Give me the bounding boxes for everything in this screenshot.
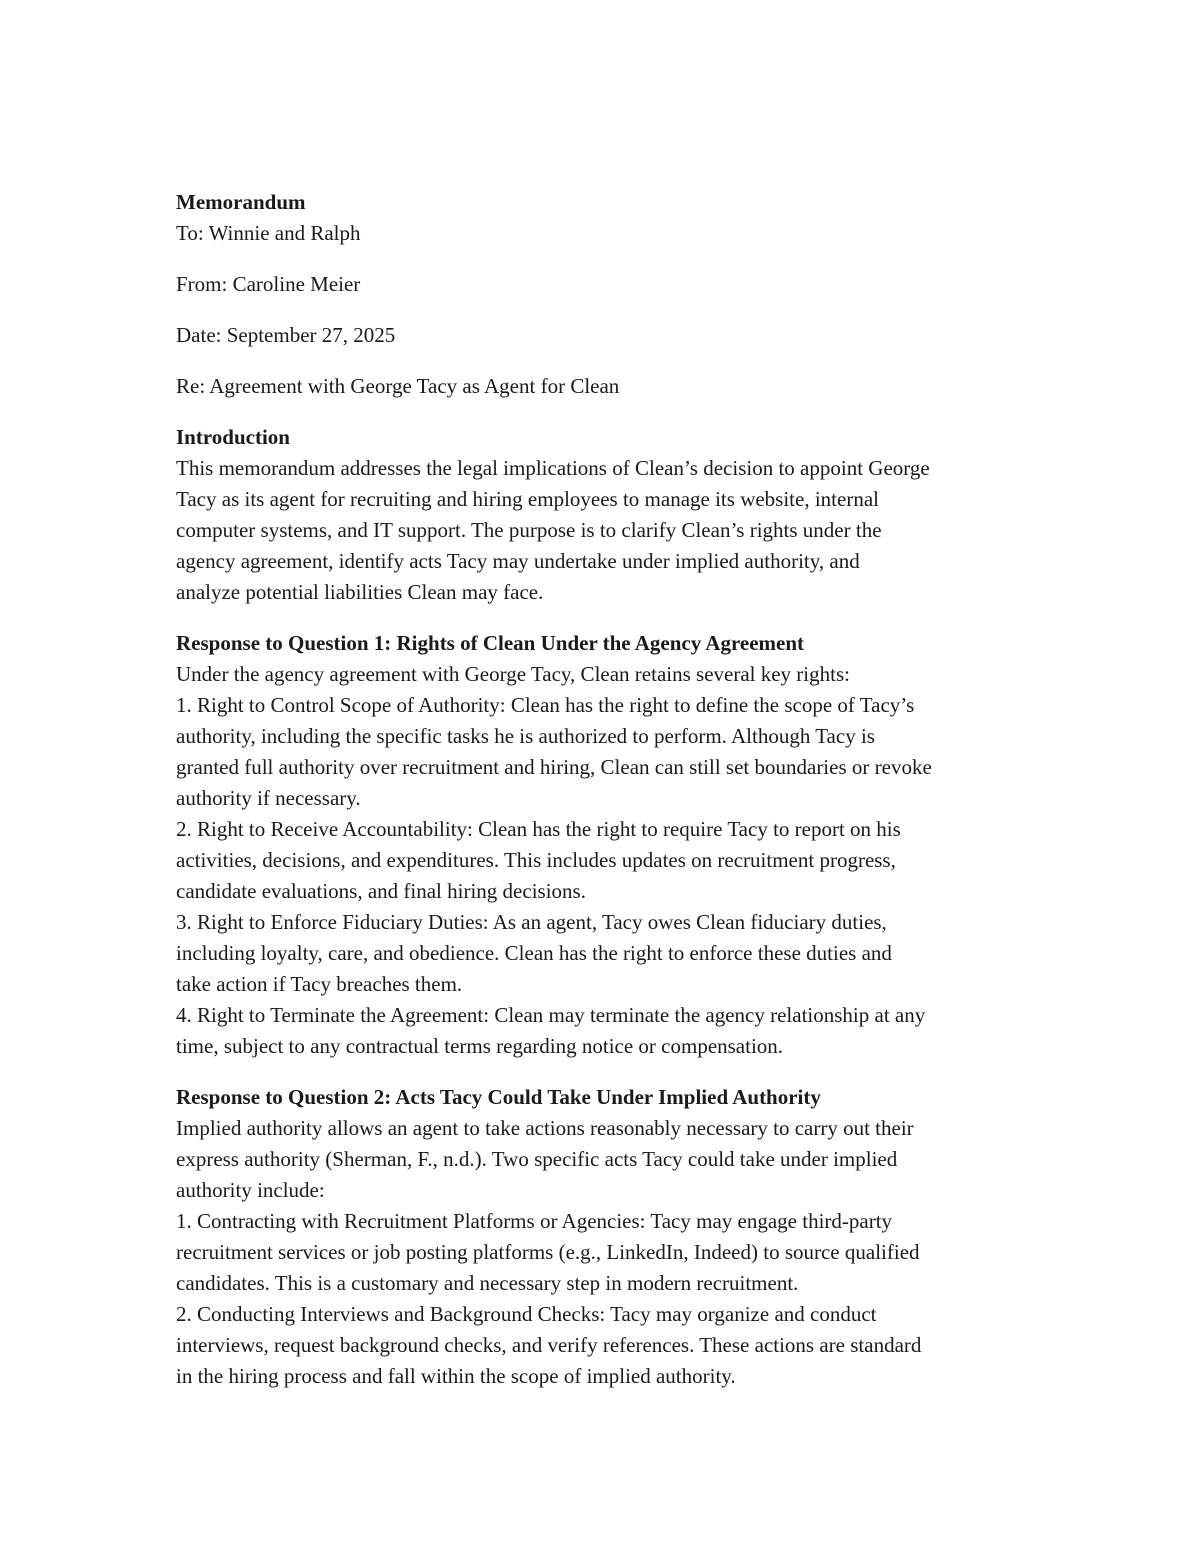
document-page [176, 187, 1036, 1392]
list-item-line: take action if Tacy breaches them. [176, 972, 463, 996]
introduction-section [176, 422, 1036, 608]
memo-subject: Re: Agreement with George Tacy as Agent for Clean [176, 374, 620, 398]
memo-to: To: Winnie and Ralph [176, 221, 361, 245]
paragraph-line: agency agreement, identify acts Tacy may undertake under implied authority, and [176, 549, 860, 573]
question1-section [176, 628, 1036, 1062]
list-item-line: 4. Right to Terminate the Agreement: Clean may terminate the agency relationship at any [176, 1003, 926, 1027]
list-item-line: 1. Right to Control Scope of Authority: Clean has the right to define the scope of Tacy’s [176, 693, 915, 717]
introduction-heading: Introduction [176, 425, 290, 449]
question2-paragraph [176, 1113, 1036, 1392]
question1-paragraph [176, 659, 1036, 1062]
list-item-line: in the hiring process and fall within the scope of implied authority. [176, 1364, 736, 1388]
introduction-paragraph [176, 453, 1036, 608]
list-item-line: candidate evaluations, and final hiring decisions. [176, 879, 586, 903]
paragraph-line: analyze potential liabilities Clean may face. [176, 580, 544, 604]
memo-date: Date: September 27, 2025 [176, 323, 396, 347]
list-item-line: authority, including the specific tasks he is authorized to perform. Although Tacy is [176, 724, 875, 748]
paragraph-line: Tacy as its agent for recruiting and hiring employees to manage its website, internal [176, 487, 879, 511]
list-item-line: 2. Conducting Interviews and Background Checks: Tacy may organize and conduct [176, 1302, 877, 1326]
list-item-line: recruitment services or job posting platforms (e.g., LinkedIn, Indeed) to source qualified [176, 1240, 920, 1264]
list-item-line: activities, decisions, and expenditures. This includes updates on recruitment progress, [176, 848, 896, 872]
list-item-line: 2. Right to Receive Accountability: Clean has the right to require Tacy to report on his [176, 817, 901, 841]
list-item-line: granted full authority over recruitment and hiring, Clean can still set boundaries or revoke [176, 755, 932, 779]
question2-section [176, 1082, 1036, 1392]
paragraph-line: Implied authority allows an agent to take actions reasonably necessary to carry out their [176, 1116, 914, 1140]
list-item-line: 1. Contracting with Recruitment Platforms or Agencies: Tacy may engage third-party [176, 1209, 893, 1233]
memo-title: Memorandum [176, 190, 306, 214]
list-item-line: including loyalty, care, and obedience. Clean has the right to enforce these duties and [176, 941, 892, 965]
question1-heading: Response to Question 1: Rights of Clean Under the Agency Agreement [176, 631, 805, 655]
paragraph-line: Under the agency agreement with George Tacy, Clean retains several key rights: [176, 662, 850, 686]
memo-from: From: Caroline Meier [176, 272, 361, 296]
list-item-line: 3. Right to Enforce Fiduciary Duties: As an agent, Tacy owes Clean fiduciary duties, [176, 910, 887, 934]
list-item-line: interviews, request background checks, and verify references. These actions are standard [176, 1333, 922, 1357]
paragraph-line: computer systems, and IT support. The purpose is to clarify Clean’s rights under the [176, 518, 882, 542]
list-item-line: time, subject to any contractual terms regarding notice or compensation. [176, 1034, 784, 1058]
paragraph-line: express authority (Sherman, F., n.d.). Two specific acts Tacy could take under implied [176, 1147, 898, 1171]
paragraph-line: authority include: [176, 1178, 325, 1202]
memo-header [176, 187, 1036, 402]
list-item-line: authority if necessary. [176, 786, 361, 810]
list-item-line: candidates. This is a customary and necessary step in modern recruitment. [176, 1271, 799, 1295]
paragraph-line: This memorandum addresses the legal implications of Clean’s decision to appoint George [176, 456, 930, 480]
question2-heading: Response to Question 2: Acts Tacy Could Take Under Implied Authority [176, 1085, 821, 1109]
